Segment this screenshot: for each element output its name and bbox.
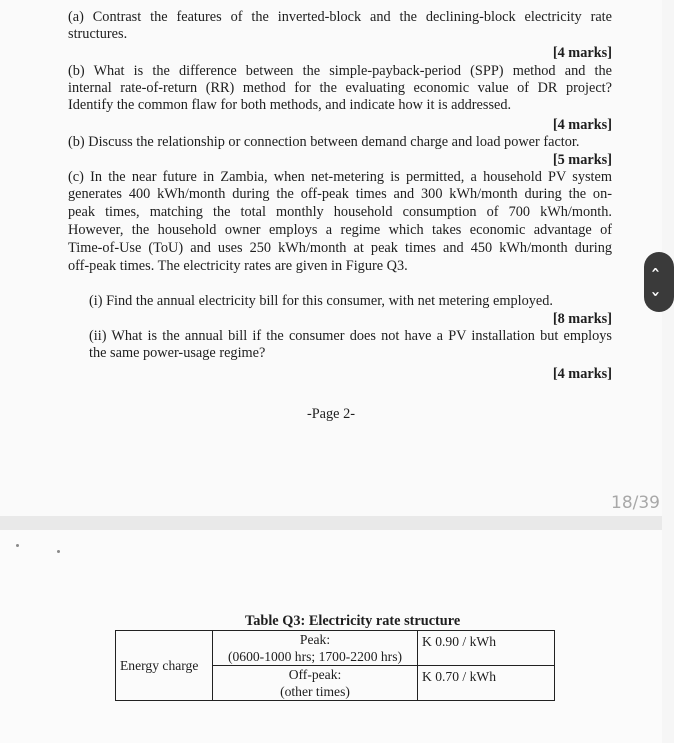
question-b1-text: Identify the common flaw for both methods, and indicate how it is addressed.	[68, 97, 512, 113]
page-nav-control	[644, 252, 674, 312]
offpeak-price: K 0.70 / kWh	[418, 666, 555, 701]
rate-table	[115, 630, 555, 701]
question-b1-text: (b) What is the difference between the simple-payback-period (SPP) method and the	[68, 63, 612, 79]
page-footer-label: -Page 2-	[306, 406, 356, 422]
question-b2-text: (b) Discuss the relationship or connection between demand charge and load power factor.	[68, 134, 580, 150]
energy-charge-label: Energy charge	[116, 631, 213, 701]
offpeak-hours: (other times)	[280, 684, 350, 699]
peak-price: K 0.90 / kWh	[418, 631, 555, 666]
question-c-text: Time-of-Use (ToU) and uses 250 kWh/month at peak times and 450 kWh/month during	[68, 240, 612, 256]
question-c-text: generates 400 kWh/month during the off-peak times and 300 kWh/month during the on-	[68, 186, 612, 202]
question-c-text: However, the household owner employs a regime which takes economic advantage of	[68, 222, 612, 238]
peak-label: Peak:	[299, 632, 331, 647]
question-c-text: (c) In the near future in Zambia, when net-metering is permitted, a household PV system	[68, 169, 612, 185]
offpeak-period-cell	[213, 666, 418, 701]
question-c-text: peak times, matching the total monthly household consumption of 700 kWh/month.	[68, 204, 612, 220]
chevron-down-icon[interactable]: ›	[647, 290, 665, 298]
scan-speck	[57, 550, 60, 553]
page-separator	[0, 516, 662, 530]
scan-speck	[16, 544, 19, 547]
question-b1-marks: [4 marks]	[552, 117, 612, 133]
peak-period-cell	[213, 631, 418, 666]
question-a-text: (a) Contrast the features of the inverted-block and the declining-block electricity rate	[68, 9, 612, 25]
question-c-i-text: (i) Find the annual electricity bill for this consumer, with net metering employed.	[89, 293, 553, 309]
question-a-text: structures.	[68, 26, 128, 42]
table-row	[116, 631, 555, 666]
question-c-ii-text: (ii) What is the annual bill if the consumer does not have a PV installation but employs	[89, 328, 612, 344]
question-b1-text: internal rate-of-return (RR) method for the evaluating economic value of DR project?	[68, 80, 612, 96]
table-caption: Table Q3: Electricity rate structure	[245, 613, 461, 629]
peak-hours: (0600-1000 hrs; 1700-2200 hrs)	[227, 649, 403, 664]
question-a-marks: [4 marks]	[552, 45, 612, 61]
question-c-ii-marks: [4 marks]	[552, 366, 612, 382]
question-c-text: off-peak times. The electricity rates are given in Figure Q3.	[68, 258, 408, 274]
question-c-ii-text: the same power-usage regime?	[89, 345, 266, 361]
question-c-i-marks: [8 marks]	[552, 311, 612, 327]
chevron-up-icon[interactable]: ‹	[647, 266, 665, 274]
offpeak-label: Off-peak:	[288, 667, 342, 682]
page-counter: 18/39	[611, 493, 660, 513]
question-b2-marks: [5 marks]	[552, 152, 612, 168]
